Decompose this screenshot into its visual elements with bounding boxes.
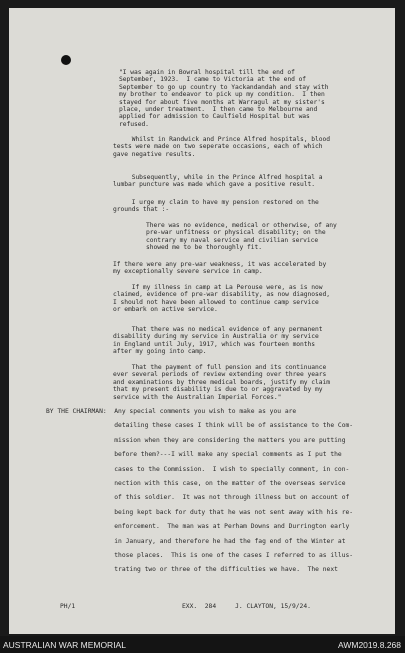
paragraph-medical-evidence: That there was no medical evidence of any permanent disability during my service in Australia or my service in England until July, 1917, which was fourteen months after my going into camp. — [113, 326, 323, 356]
paragraph-la-perouse: If my illness in camp at La Perouse were, as is now claimed, evidence of pre-war disability, as now diagnosed, I should not have been allowed to continue camp service or embark on active service. — [113, 284, 330, 314]
paragraph-accelerated: If there were any pre-war weakness, it was accelerated by my exceptionally severe service in camp. — [113, 261, 327, 276]
paragraph-no-evidence: There was no evidence, medical or otherwise, of any pre-war unfitness or physical disability; on the contrary my naval service and civilian service showed me to be thoroughly fit. — [146, 222, 337, 252]
archive-institution: AUSTRALIAN WAR MEMORIAL — [3, 640, 126, 650]
paragraph-lumbar-puncture: Subsequently, while in the Prince Alfred hospital a lumbar puncture was made which gave a positive result. — [113, 174, 323, 189]
document-page — [9, 8, 395, 634]
chairman-statement: BY THE CHAIRMAN: Any special comments you wish to make as you are detailing these cases I think will be of assistance to the Com- mission when they are considering the matters you are putting before them?---I will make any special comments as I put the cases to the Commission. I wish to specially comment, in con- nection with this case, on the matter of the overseas service of this soldier. It was not through illness but on account of being kept back for duty that he was not sent away with his re- enforcement. The man was at Perham Downs and Durrington early in January, and therefore he had the fag end of the Winter at those places. This is one of the cases I referred to as illus- trating two or three of the difficulties we have. The next — [46, 408, 354, 574]
paragraph-claim-grounds: I urge my claim to have my pension restored on the grounds that :- — [113, 199, 319, 214]
paragraph-pension-payment: That the payment of full pension and its continuance ever several periods of review extending over three years and examinations by three medical boards, justify my claim that my present disability is due to or aggravated by my service with the Australian Imperial Forces." — [113, 364, 330, 401]
footer-reference: PH/1 — [60, 603, 76, 610]
archive-caption-bar — [0, 636, 405, 653]
punch-hole — [61, 55, 71, 65]
footer-signature: EXX. 284 J. CLAYTON, 15/9/24. — [182, 603, 311, 610]
paragraph-hospital-history: "I was again in Bowral hospital till the end of September, 1923. I came to Victoria at the end of September to go up country to Yackandandah and stay with my brother to endeavor to pick up my condition. I then stayed for about five months at Warragul at my sister's place, under treatment. I then came to Melbourne and applied for admission to Caulfield Hospital but was refused. — [119, 69, 329, 128]
paragraph-blood-tests: Whilst in Randwick and Prince Alfred hospitals, blood tests were made on two seperate occasions, each of which gave negative results. — [113, 136, 330, 158]
archive-reference: AWM2019.8.268 — [338, 640, 401, 650]
